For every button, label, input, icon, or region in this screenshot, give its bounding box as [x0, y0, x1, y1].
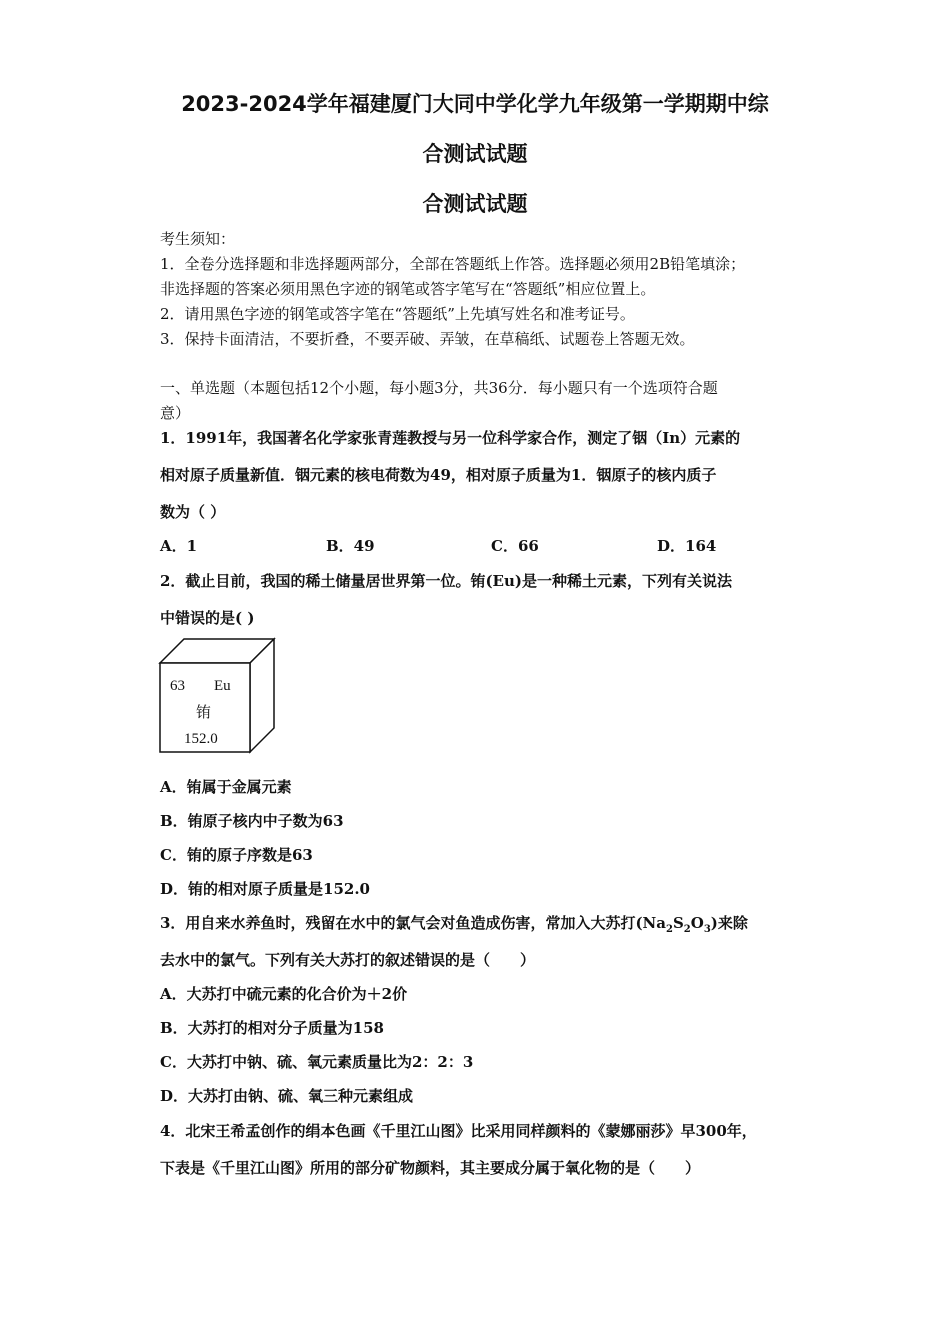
question-4-stem: 4．北宋王希孟创作的绢本色画《千里江山图》比采用同样颜料的《蒙娜丽莎》早300年，: [160, 1122, 757, 1140]
question-4-stem-cont: 下表是《千里江山图》所用的部分矿物颜料，其主要成分属于氧化物的是（ ）: [160, 1159, 701, 1177]
section-heading-cont: 意）: [160, 404, 191, 422]
notice-item: 3．保持卡面清洁，不要折叠，不要弄破、弄皱，在草稿纸、试题卷上答题无效。: [160, 330, 695, 348]
q1-option-a: A．1: [160, 537, 198, 555]
element-cell-figure: [158, 637, 278, 755]
q2-option-a: A．铕属于金属元素: [160, 778, 292, 796]
page-title: 2023-2024学年福建厦门大同中学化学九年级第一学期期中综: [181, 92, 769, 116]
question-2-stem-cont: 中错误的是( ): [160, 609, 255, 627]
question-1-stem-cont: 相对原子质量新值．铟元素的核电荷数为49，相对原子质量为1．铟原子的核内质子: [160, 466, 717, 484]
q2-option-b: B．铕原子核内中子数为63: [160, 812, 344, 830]
question-3-stem: 3．用自来水养鱼时，残留在水中的氯气会对鱼造成伤害，常加入大苏打$(Na_2S_2O_3)$来除: [160, 914, 748, 935]
element-name: 铕: [196, 705, 212, 721]
q3-option-c: C．大苏打中钠、硫、氧元素质量比为2：2：3: [160, 1053, 474, 1071]
section-heading: 一、单选题（本题包括12个小题，每小题3分，共36分．每小题只有一个选项符合题: [160, 379, 718, 397]
page-subtitle: 合测试试题: [422, 192, 528, 216]
element-number: 63: [170, 678, 185, 694]
question-1-stem-end: 数为（ ）: [160, 503, 226, 521]
q1-option-c: C．66: [491, 537, 539, 555]
element-mass: 152.0: [184, 731, 218, 747]
q3-option-b: B．大苏打的相对分子质量为158: [160, 1019, 384, 1037]
q1-option-b: B．49: [326, 537, 375, 555]
notice-item: 2．请用黑色字迹的钢笔或答字笔在“答题纸”上先填写姓名和准考证号。: [160, 305, 635, 323]
q1-option-d: D．164: [657, 537, 717, 555]
q3-option-a: A．大苏打中硫元素的化合价为＋2价: [160, 985, 408, 1003]
notice-heading: 考生须知：: [160, 230, 236, 248]
notice-item: 1．全卷分选择题和非选择题两部分，全部在答题纸上作答。选择题必须用2B铅笔填涂；: [160, 255, 746, 273]
question-2-stem: 2．截止目前，我国的稀土储量居世界第一位。铕(Eu)是一种稀土元素，下列有关说法: [160, 572, 732, 590]
element-symbol: Eu: [214, 678, 231, 694]
notice-item: 非选择题的答案必须用黑色字迹的钢笔或答字笔写在“答题纸”相应位置上。: [160, 280, 656, 298]
q2-option-d: D．铕的相对原子质量是152.0: [160, 880, 370, 898]
page-title-cont: 合测试试题: [422, 142, 528, 166]
question-3-stem-cont: 去水中的氯气。下列有关大苏打的叙述错误的是（ ）: [160, 951, 536, 969]
q2-option-c: C．铕的原子序数是63: [160, 846, 313, 864]
q3-option-d: D．大苏打由钠、硫、氧三种元素组成: [160, 1087, 414, 1105]
question-1-stem: 1．1991年，我国著名化学家张青莲教授与另一位科学家合作，测定了铟（In）元素的: [160, 429, 741, 447]
